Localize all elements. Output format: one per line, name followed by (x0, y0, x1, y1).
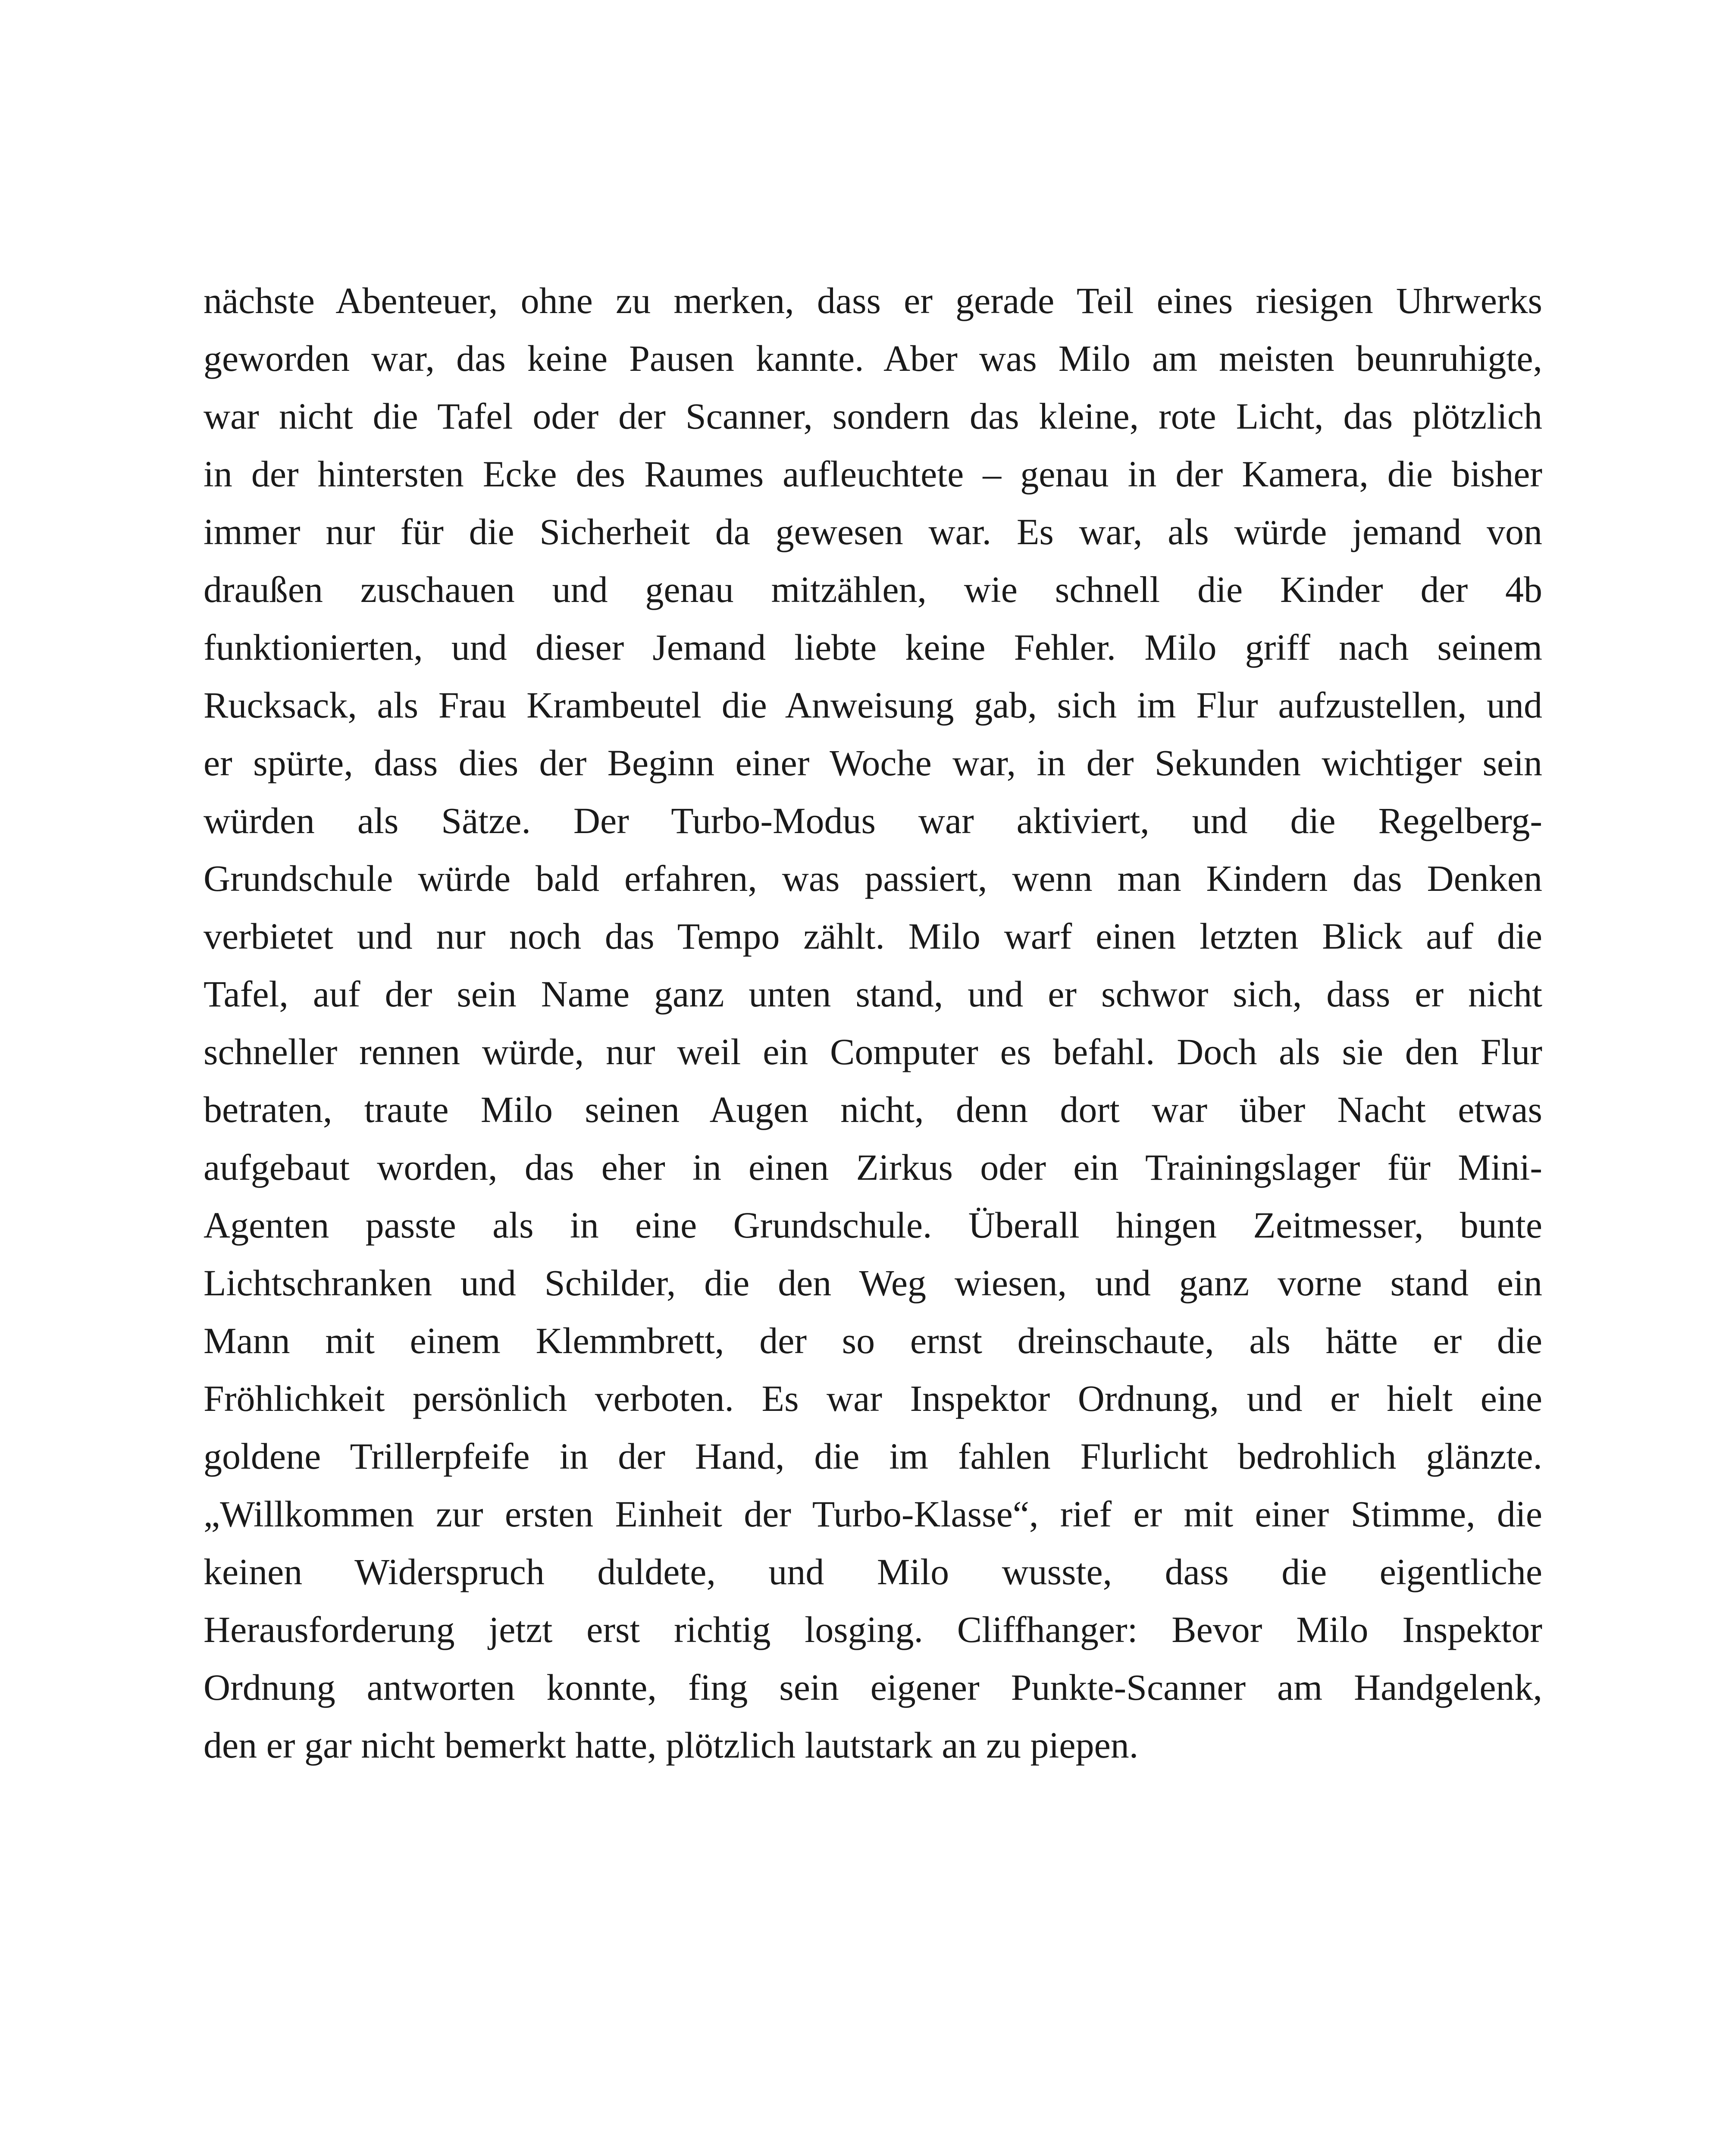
text-line: betraten, traute Milo seinen Augen nicht, denn dort war über Nacht etwas (204, 1089, 1542, 1130)
text-line: Agenten passte als in eine Grundschule. Überall hingen Zeitmesser, bunte (204, 1204, 1542, 1246)
text-line: Mann mit einem Klemmbrett, der so ernst dreinschaute, als hätte er die (204, 1320, 1542, 1361)
text-line: Lichtschranken und Schilder, die den Weg wiesen, und ganz vorne stand ein (204, 1262, 1542, 1304)
text-line: „Willkommen zur ersten Einheit der Turbo-Klasse“, rief er mit einer Stimme, die (204, 1493, 1542, 1535)
text-line: Herausforderung jetzt erst richtig losging. Cliffhanger: Bevor Milo Inspektor (204, 1609, 1542, 1650)
text-line: nächste Abenteuer, ohne zu merken, dass er gerade Teil eines riesigen Uhrwerks (204, 280, 1542, 321)
text-line: geworden war, das keine Pausen kannte. Aber was Milo am meisten beunruhigte, (204, 338, 1542, 379)
text-line-last: den er gar nicht bemerkt hatte, plötzlich lautstark an zu piepen. (204, 1724, 1139, 1766)
text-line: er spürte, dass dies der Beginn einer Woche war, in der Sekunden wichtiger sein (204, 742, 1542, 783)
text-line: Ordnung antworten konnte, fing sein eigener Punkte-Scanner am Handgelenk, (204, 1667, 1542, 1708)
text-line: schneller rennen würde, nur weil ein Computer es befahl. Doch als sie den Flur (204, 1031, 1542, 1072)
body-paragraph (204, 272, 1542, 1774)
text-line: war nicht die Tafel oder der Scanner, sondern das kleine, rote Licht, das plötzlich (204, 395, 1542, 437)
text-line: in der hintersten Ecke des Raumes aufleuchtete – genau in der Kamera, die bisher (204, 453, 1542, 495)
text-line: würden als Sätze. Der Turbo-Modus war aktiviert, und die Regelberg- (204, 800, 1542, 841)
text-line: funktionierten, und dieser Jemand liebte keine Fehler. Milo griff nach seinem (204, 627, 1542, 668)
text-line: keinen Widerspruch duldete, und Milo wusste, dass die eigentliche (204, 1551, 1542, 1592)
text-line: Grundschule würde bald erfahren, was passiert, wenn man Kindern das Denken (204, 858, 1542, 899)
text-line: draußen zuschauen und genau mitzählen, wie schnell die Kinder der 4b (204, 569, 1542, 610)
text-line: aufgebaut worden, das eher in einen Zirkus oder ein Trainingslager für Mini- (204, 1147, 1542, 1188)
text-line: Fröhlichkeit persönlich verboten. Es war Inspektor Ordnung, und er hielt eine (204, 1378, 1542, 1419)
text-line: Rucksack, als Frau Krambeutel die Anweisung gab, sich im Flur aufzustellen, und (204, 684, 1542, 726)
text-line: goldene Trillerpfeife in der Hand, die im fahlen Flurlicht bedrohlich glänzte. (204, 1435, 1542, 1477)
text-line: immer nur für die Sicherheit da gewesen war. Es war, als würde jemand von (204, 511, 1542, 552)
text-line: Tafel, auf der sein Name ganz unten stand, und er schwor sich, dass er nicht (204, 973, 1542, 1015)
text-line: verbietet und nur noch das Tempo zählt. Milo warf einen letzten Blick auf die (204, 915, 1542, 957)
